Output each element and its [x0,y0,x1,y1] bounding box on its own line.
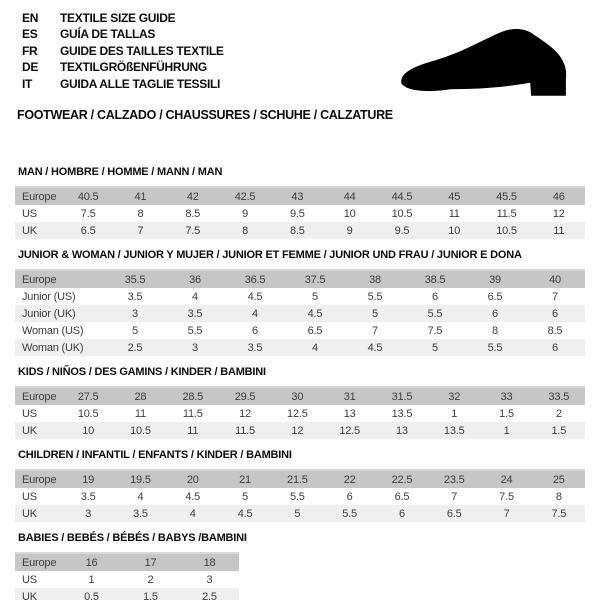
table-row [15,322,585,339]
size-cell: 5 [372,307,378,320]
size-cell: 5 [312,290,318,303]
row-label: Europe [22,390,57,403]
size-cell: 1.5 [499,407,514,420]
size-cell: 5 [242,490,248,503]
table-row [15,305,585,322]
shoe-icon [388,14,584,108]
size-cell: 2 [147,573,154,586]
section-title: BABIES / BEBÉS / BÉBÉS / BABYS /BAMBINI [18,532,247,544]
language-guide-title: GUIDA ALLE TAGLIE TESSILI [60,76,221,91]
size-cell: 17 [144,556,157,569]
size-cell: 2.5 [127,341,143,354]
size-table [15,269,585,356]
size-cell: 33.5 [548,390,570,403]
size-cell: 7.5 [427,324,443,337]
size-cell: 16 [85,556,98,569]
size-cell: 6 [398,507,405,520]
table-row [15,505,585,522]
size-cell: 40.5 [77,190,99,203]
size-cell: 38 [369,273,381,286]
size-cell: 21 [239,473,251,486]
size-cell: 10.5 [130,424,151,437]
size-cell: 3.5 [133,507,148,520]
size-table [15,186,585,239]
size-cell: 24 [500,473,513,486]
size-cell: 9 [346,224,353,237]
size-cell: 10 [448,224,461,237]
size-cell: 6 [432,290,438,303]
size-cell: 28 [134,390,147,403]
size-cell: 21.5 [287,473,308,486]
size-cell: 8 [492,324,498,337]
size-cell: 1 [88,573,95,586]
size-cell: 3.5 [247,341,263,354]
size-cell: 7.5 [551,507,567,520]
size-cell: 44 [343,190,356,203]
size-cell: 22 [343,473,356,486]
row-label: US [22,207,37,220]
size-cell: 39 [489,273,501,286]
size-cell: 6.5 [487,290,503,303]
row-label: US [22,407,37,420]
size-cell: 9.5 [289,207,305,220]
size-cell: 11 [134,407,146,420]
size-cell: 10.5 [496,224,517,237]
size-cell: 10 [343,207,356,220]
size-cell: 36 [189,273,201,286]
size-cell: 8.5 [185,207,201,220]
size-table [15,469,585,522]
row-label: Europe [22,190,57,203]
size-cell: 20 [186,473,199,486]
row-label: UK [22,590,37,600]
size-cell: 5 [132,324,138,337]
size-cell: 22.5 [391,473,413,486]
table-row [15,388,585,405]
size-cell: 12 [291,424,304,437]
size-cell: 33 [500,390,513,403]
row-label: US [22,490,37,503]
size-cell: 5 [294,507,301,520]
size-cell: 6.5 [80,224,96,237]
row-label: Europe [22,473,57,486]
size-cell: 13 [396,424,408,437]
size-cell: 3 [132,307,138,320]
size-cell: 4.5 [367,341,383,354]
row-label: Junior (UK) [22,307,76,320]
size-cell: 7 [372,324,378,337]
size-cell: 35.5 [124,273,146,286]
language-guide-title: TEXTILGRÖßENFÜHRUNG [60,60,207,75]
row-label: Europe [22,273,57,286]
size-cell: 31.5 [391,390,413,403]
table-row [15,405,585,422]
size-cell: 29.5 [234,390,256,403]
size-cell: 32 [448,390,461,403]
language-code: IT [22,76,33,91]
size-table [15,386,585,439]
size-cell: 25 [552,473,565,486]
size-section [15,249,585,356]
size-cell: 4.5 [247,290,263,303]
row-label: UK [22,224,37,237]
table-row [15,271,585,288]
size-section [15,366,585,439]
size-cell: 6 [552,341,558,354]
language-row [22,10,224,26]
size-cell: 5.5 [342,507,357,520]
size-cell: 4 [192,290,198,303]
size-cell: 19.5 [130,473,151,486]
table-row [15,222,585,239]
size-cell: 46 [552,190,565,203]
size-cell: 4 [252,307,258,320]
size-cell: 23.5 [443,473,465,486]
size-cell: 6.5 [307,324,323,337]
size-cell: 7 [503,507,510,520]
size-cell: 11.5 [235,424,255,437]
size-cell: 8 [137,207,144,220]
size-cell: 45.5 [496,190,517,203]
language-row [22,76,224,92]
language-code: FR [22,43,38,58]
size-cell: 7.5 [185,224,201,237]
size-cell: 11.5 [496,207,517,220]
size-cell: 10.5 [77,407,99,420]
category-line: FOOTWEAR / CALZADO / CHAUSSURES / SCHUHE / CALZATURE [17,108,393,122]
size-cell: 10 [82,424,95,437]
size-cell: 1 [451,407,458,420]
size-cell: 3 [192,341,198,354]
size-cell: 3 [85,507,92,520]
size-cell: 4.5 [307,307,323,320]
table-row [15,488,585,505]
size-cell: 6 [552,307,558,320]
size-cell: 12 [239,407,251,420]
size-section [15,449,585,522]
size-cell: 7.5 [80,207,96,220]
row-label: Woman (US) [22,324,84,337]
table-row [15,571,239,588]
language-code: DE [22,60,39,75]
size-cell: 4.5 [185,490,201,503]
size-cell: 8.5 [547,324,563,337]
size-cell: 19 [82,473,95,486]
size-cell: 44.5 [391,190,413,203]
size-cell: 6.5 [446,507,462,520]
size-cell: 4 [189,507,196,520]
size-cell: 10.5 [391,207,413,220]
section-title: KIDS / NIÑOS / DES GAMINS / KINDER / BAMBINI [18,366,266,378]
table-row [15,339,585,356]
table-row [15,422,585,439]
size-cell: 41 [134,190,147,203]
size-cell: 11 [448,207,460,220]
size-cell: 1.5 [551,424,567,437]
size-cell: 0.5 [84,590,99,600]
size-cell: 8 [555,490,562,503]
section-title: MAN / HOMBRE / HOMME / MANN / MAN [18,166,223,178]
size-cell: 9 [242,207,248,220]
size-cell: 5 [432,341,438,354]
size-cell: 12.5 [339,424,360,437]
size-cell: 31 [343,390,356,403]
size-cell: 45 [448,190,461,203]
section-title: JUNIOR & WOMAN / JUNIOR Y MUJER / JUNIOR ET FEMME / JUNIOR UND FRAU / JUNIOR E DONA [18,249,522,261]
row-label: Europe [22,556,57,569]
language-code: ES [22,27,38,42]
size-cell: 8 [242,224,248,237]
size-cell: 3.5 [80,490,96,503]
size-cell: 8.5 [289,224,305,237]
row-label: Woman (UK) [22,341,84,354]
size-cell: 6 [346,490,353,503]
row-label: US [22,573,37,586]
size-cell: 36.5 [244,273,266,286]
size-cell: 1.5 [143,590,158,600]
table-row [15,205,585,222]
size-cell: 40 [549,273,561,286]
size-cell: 3 [206,573,213,586]
size-cell: 38.5 [424,273,446,286]
table-row [15,588,239,600]
size-cell: 7.5 [499,490,514,503]
size-cell: 11 [187,424,199,437]
language-list [22,10,224,92]
size-cell: 7 [451,490,458,503]
size-cell: 4.5 [237,507,253,520]
size-cell: 12.5 [287,407,308,420]
size-cell: 3.5 [187,307,203,320]
size-cell: 11 [553,224,565,237]
size-cell: 7 [137,224,144,237]
size-cell: 2.5 [202,590,217,600]
size-cell: 42.5 [234,190,256,203]
size-cell: 4 [137,490,144,503]
size-section [15,532,585,600]
language-row [22,26,224,42]
language-guide-title: GUÍA DE TALLAS [60,27,156,42]
size-cell: 43 [291,190,304,203]
row-label: Junior (US) [22,290,76,303]
size-cell: 37.5 [304,273,326,286]
size-cell: 28.5 [182,390,204,403]
size-cell: 42 [186,190,199,203]
size-cell: 18 [203,556,216,569]
size-cell: 13.5 [443,424,465,437]
size-cell: 5.5 [289,490,305,503]
size-cell: 5.5 [187,324,203,337]
size-cell: 4 [312,341,318,354]
table-row [15,188,585,205]
size-cell: 30 [291,390,304,403]
size-cell: 2 [555,407,562,420]
size-cell: 7 [552,290,558,303]
size-section [15,166,585,239]
language-guide-title: GUIDE DES TAILLES TEXTILE [60,43,224,58]
size-cell: 9.5 [394,224,410,237]
size-cell: 1 [503,424,510,437]
section-title: CHILDREN / INFANTIL / ENFANTS / KINDER / BAMBINI [18,449,292,461]
size-cell: 11.5 [182,407,203,420]
size-cell: 5.5 [427,307,443,320]
size-table [15,552,239,600]
size-cell: 5.5 [367,290,383,303]
language-guide-title: TEXTILE SIZE GUIDE [60,11,176,25]
size-cell: 5.5 [487,341,503,354]
size-cell: 12 [552,207,565,220]
language-row [22,43,224,59]
language-row [22,59,224,75]
size-cell: 13.5 [391,407,413,420]
size-cell: 27.5 [77,390,99,403]
table-row [15,554,239,571]
size-cell: 3.5 [127,290,143,303]
size-cell: 6 [492,307,498,320]
size-cell: 6 [252,324,258,337]
size-cell: 6.5 [394,490,410,503]
size-tables [15,166,585,600]
table-row [15,288,585,305]
row-label: UK [22,507,37,520]
language-code: EN [22,11,39,25]
table-row [15,471,585,488]
row-label: UK [22,424,37,437]
size-cell: 13 [343,407,356,420]
